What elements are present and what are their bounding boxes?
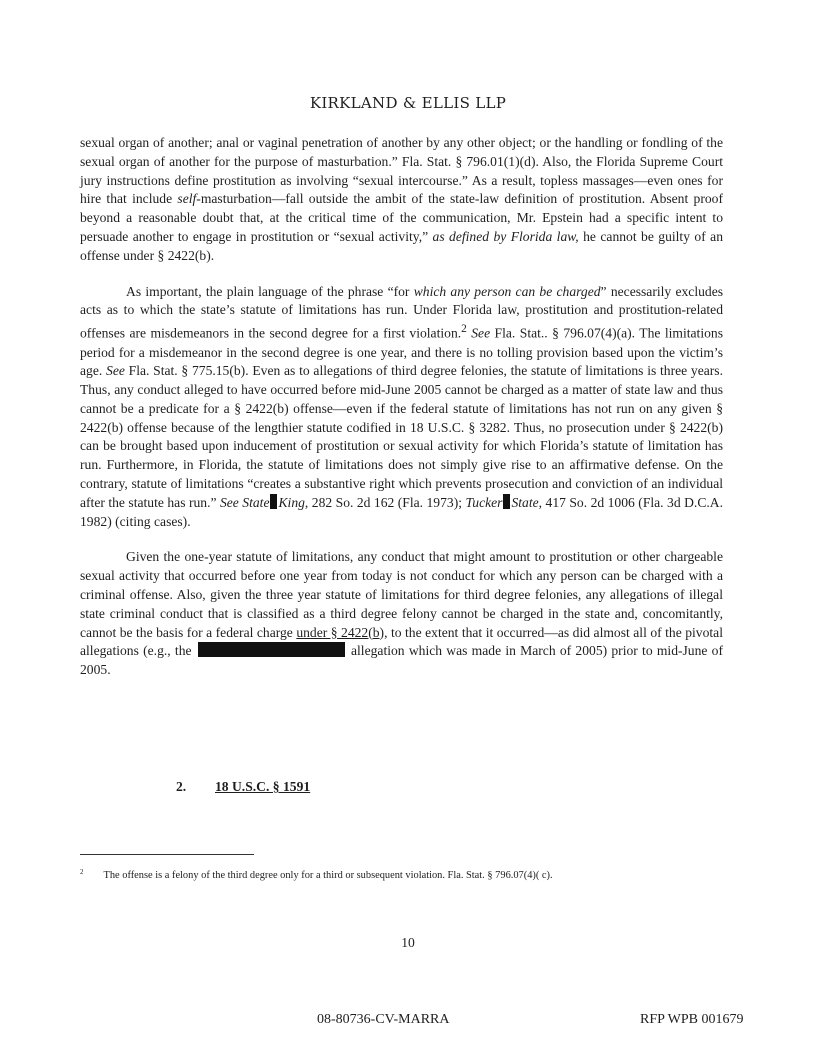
redaction-box	[198, 642, 345, 657]
redaction-box	[503, 494, 510, 509]
text-run: , 417 So. 2d 1006 (Fla. 3d D.C.A. 1982) (citing cases).	[80, 494, 723, 529]
text-run: ” necessarily excludes acts as to which the state’s statute of limitations has run. Under Florida law, prostitution and prostitution-related offenses are misdemeanors in the second degree for a first violation.	[80, 283, 724, 341]
italic-run: Tucker	[465, 494, 503, 510]
italic-run: See State	[219, 494, 270, 510]
text-run: sexual organ of another; anal or vaginal penetration of another by any other object; or the handling or fondling of the sexual organ of another for the purpose of masturbation.” Fla. Stat. § 796.01(1)(d). Also, the Florida Supreme Court jury instructions define prostitution as involving “sexual intercourse.” As a result, topless massages—even ones for hire that include	[80, 135, 723, 207]
section-heading	[176, 779, 310, 795]
text-run: , 282 So. 2d 162 (Fla. 1973);	[304, 494, 466, 510]
body-text	[80, 134, 723, 697]
text-run: Fla. Stat.. § 796.07(4)(a). The limitations period for a misdemeanor in the second degree is one year, and there is no tolling provision based upon the victim’s age.	[80, 325, 723, 379]
text-run: he cannot be guilty of an offense under § 2422(b).	[80, 228, 723, 263]
paragraph-2	[80, 283, 723, 532]
italic-run: See	[106, 363, 125, 379]
italic-run: See	[471, 325, 491, 341]
section-title: 18 U.S.C. § 1591	[215, 779, 311, 794]
text-run: -masturbation—fall outside the ambit of the state-law definition of prostitution. Absent proof beyond a reasonable doubt that, at the critical time of the communication, Mr. Epstein had a specific intent to persuade another to engage in prostitution or “sexual activity,”	[80, 191, 723, 244]
italic-run: which any person can be charged	[413, 283, 601, 299]
section-number: 2.	[176, 779, 187, 794]
case-number: 08-80736-CV-MARRA	[317, 1012, 450, 1027]
firm-header: KIRKLAND & ELLIS LLP	[309, 94, 507, 112]
footnote-marker: 2	[80, 868, 84, 876]
paragraph-1	[80, 134, 723, 266]
underlined-run: under § 2422(b),	[296, 624, 388, 640]
footnote	[80, 866, 740, 882]
redaction-box	[270, 494, 277, 509]
footnote-divider	[80, 854, 254, 855]
page-number: 10	[401, 935, 415, 950]
italic-run: self	[177, 191, 197, 207]
italic-run: as defined by Florida law,	[432, 228, 579, 244]
italic-run: King	[278, 494, 305, 510]
italic-run: State	[511, 494, 539, 510]
text-run: Fla. Stat. § 775.15(b). Even as to allegations of third degree felonies, the statute of limitations is three years. Thus, any conduct alleged to have occurred before mid-June 2005 cannot be charged as a matter of state law and thus cannot be a predicate for a § 2422(b) offense—even if the federal statute of limitations has not run on any given § 2422(b) offense because of the lengthier statute codified in 18 U.S.C. § 3282. Thus, no prosecution under § 2422(b) can be brought based upon inducement of prostitution or sexual activity for which Florida’s statute of limitation has run. Furthermore, in Florida, the statute of limitations does not simply give rise to an affirmative defense. On the contrary, statute of limitations “creates a substantive right which prevents prosecution and conviction of an individual after the statute has run.”	[80, 363, 723, 510]
paragraph-3	[80, 548, 723, 680]
footnote-text: The offense is a felony of the third degree only for a third or subsequent violation. Fla. Stat. § 796.07(4)( c).	[103, 870, 553, 881]
footnote-reference: 2	[461, 323, 467, 336]
text-run: to the extent that it occurred—as did almost all of the pivotal allegations (e.g., the	[80, 624, 723, 659]
text-run: Given the one-year statute of limitations, any conduct that might amount to prostitution or other chargeable sexual activity that occurred before one year from today is not conduct for which any person can be charged with a criminal offense. Also, given the three year statute of limitations for third degree felonies, any allegations of illegal state criminal conduct that is classified as a third degree felony cannot be charged in the state and, concomitantly, cannot be the basis for a federal charge	[80, 549, 723, 640]
text-run: As important, the plain language of the phrase “for	[126, 283, 414, 299]
text-run: allegation which was made in March of 2005) prior to mid-June of 2005.	[80, 643, 723, 678]
bates-number: RFP WPB 001679	[640, 1012, 744, 1027]
